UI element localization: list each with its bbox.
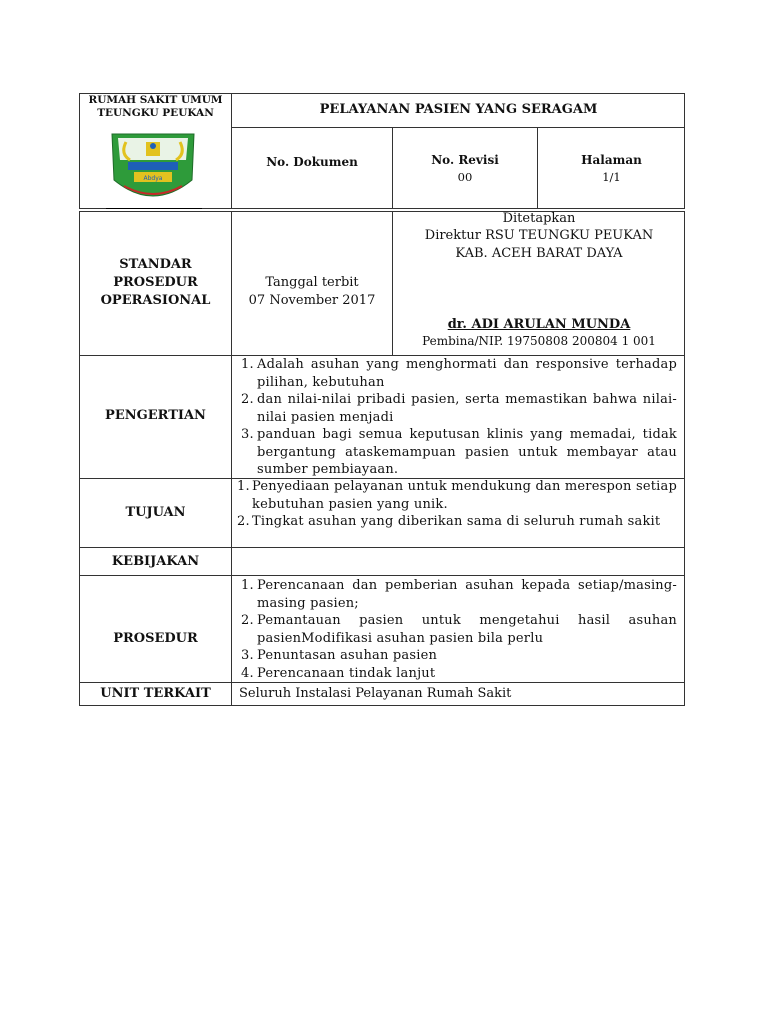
doc-no-label: No. Dokumen <box>266 155 358 169</box>
row-divider-3 <box>79 547 685 548</box>
logo-text: Abdya <box>143 175 163 182</box>
list-item: 2. dan nilai-nilai pribadi pasien, serta memastikan bahwa nilai-nilai pasien menjadi <box>241 392 677 425</box>
hospital-logo <box>106 130 200 208</box>
hospital-name-line1: RUMAH SAKIT UMUM <box>88 94 223 106</box>
header-divider-page <box>537 127 538 209</box>
header-divider-title <box>231 127 685 128</box>
logo-underline <box>106 208 202 209</box>
issue-date-label: Tanggal terbit <box>265 275 359 290</box>
prosedur-list <box>232 577 677 682</box>
list-item: 3. panduan bagi semua keputusan klinis yang memadai, tidak bergantung ataskemampuan pasien untuk membayar atau sumber pembiayaan. <box>241 427 677 477</box>
hospital-name-line2: TEUNGKU PEUKAN <box>97 107 214 119</box>
revision-label: No. Revisi <box>431 153 499 167</box>
director-region: KAB. ACEH BARAT DAYA <box>455 246 623 261</box>
set-by-label: Ditetapkan <box>502 211 576 226</box>
sop-label-line1: STANDAR <box>119 257 192 272</box>
sop-label-line2: PROSEDUR <box>113 275 198 290</box>
director-nip: Pembina/NIP. 19750808 200804 1 001 <box>422 334 656 348</box>
list-item: 3. Penuntasan asuhan pasien <box>241 648 438 663</box>
list-item: 4. Perencanaan tindak lanjut <box>241 665 436 681</box>
list-item: 2. Tingkat asuhan yang diberikan sama di seluruh rumah sakit <box>237 514 661 529</box>
list-item: 2. Pemantauan pasien untuk mengetahui hasil asuhan pasienModifikasi asuhan pasien bila perlu <box>241 613 677 646</box>
list-item: 1. Perencanaan dan pemberian asuhan kepada setiap/masing-masing pasien; <box>241 578 677 611</box>
director-name: dr. ADI ARULAN MUNDA <box>447 317 631 332</box>
director-title: Direktur RSU TEUNGKU PEUKAN <box>424 228 654 243</box>
pengertian-list <box>232 356 677 479</box>
list-item: 1. Penyediaan pelayanan untuk mendukung dan merespon setiap kebutuhan pasien yang unik. <box>237 479 677 512</box>
sop-label-line3: OPERASIONAL <box>100 293 211 308</box>
tujuan-label: TUJUAN <box>125 505 186 520</box>
pengertian-label: PENGERTIAN <box>105 408 206 423</box>
issue-date: 07 November 2017 <box>248 293 376 308</box>
tujuan-list <box>232 478 677 531</box>
unit-terkait-text: Seluruh Instalasi Pelayanan Rumah Sakit <box>239 686 512 701</box>
page-label: Halaman <box>581 153 642 167</box>
row-divider-4 <box>79 575 685 576</box>
page-value: 1/1 <box>602 170 621 184</box>
prosedur-label: PROSEDUR <box>113 631 198 646</box>
row-divider-5 <box>79 682 685 683</box>
revision-value: 00 <box>457 170 473 184</box>
header-divider-rev <box>392 127 393 209</box>
unit-terkait-label: UNIT TERKAIT <box>100 686 211 701</box>
list-item: 1. Adalah asuhan yang menghormati dan responsive terhadap pilihan, kebutuhan <box>241 357 677 390</box>
kebijakan-label: KEBIJAKAN <box>111 554 200 569</box>
document-title: PELAYANAN PASIEN YANG SERAGAM <box>319 102 598 117</box>
